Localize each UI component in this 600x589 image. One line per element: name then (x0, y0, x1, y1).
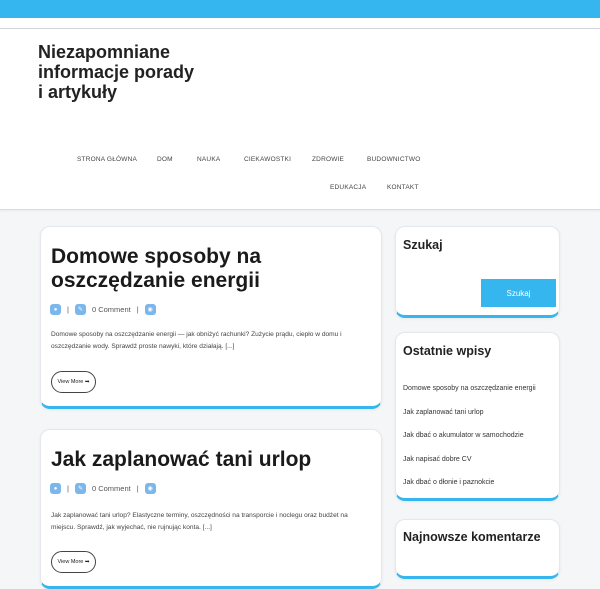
post-meta (50, 483, 156, 494)
meta-separator: | (67, 305, 69, 314)
nav-item-zdrowie[interactable]: ZDROWIE (312, 156, 345, 163)
comment-count[interactable]: 0 Comment (91, 305, 131, 314)
nav-item-dom[interactable]: DOM (157, 156, 173, 163)
site-title[interactable]: Niezapomniane informacje porady i artykuły (38, 42, 195, 102)
recent-posts-widget (395, 332, 560, 501)
comment-count[interactable]: 0 Comment (91, 484, 131, 493)
nav-item-nauka[interactable]: NAUKA (197, 156, 221, 163)
post-title[interactable]: Jak zaplanować tani urlop (51, 448, 312, 471)
recent-comments-title: Najnowsze komentarze (403, 530, 541, 544)
header-divider (0, 28, 600, 29)
nav-row-2 (0, 184, 600, 196)
post-card (40, 429, 382, 589)
post-title[interactable]: Domowe sposoby na oszczędzanie energii (51, 245, 262, 292)
date-icon: ◉ (145, 483, 156, 494)
recent-post-link[interactable]: Jak napisać dobre CV (403, 455, 472, 463)
date-icon: ◉ (145, 304, 156, 315)
nav-item-budownictwo[interactable]: BUDOWNICTWO (367, 156, 421, 163)
recent-comments-widget (395, 519, 560, 579)
comment-icon[interactable]: ✎ (75, 304, 86, 315)
comment-icon[interactable]: ✎ (75, 483, 86, 494)
search-input[interactable] (402, 279, 480, 307)
nav-row-1 (0, 156, 600, 168)
post-card (40, 226, 382, 409)
post-excerpt: Domowe sposoby na oszczędzanie energii — jak obniżyć rachunki? Zużycie prądu, ciepło w domu i oszczędzanie wody. Sprawdź proste nawyki, które działają. [...] (51, 331, 342, 350)
recent-post-link[interactable]: Jak dbać o akumulator w samochodzie (403, 432, 524, 439)
nav-item-strona-glowna[interactable]: STRONA GŁÓWNA (77, 156, 138, 163)
nav-item-kontakt[interactable]: KONTAKT (387, 184, 419, 191)
meta-separator: | (136, 484, 139, 493)
view-more-button[interactable]: View More ➡ (51, 371, 96, 393)
recent-post-link[interactable]: Jak zaplanować tani urlop (403, 408, 484, 416)
search-button[interactable]: Szukaj (481, 279, 556, 307)
view-more-button[interactable]: View More ➡ (51, 551, 96, 573)
top-accent-bar (0, 0, 600, 18)
search-widget (395, 226, 560, 318)
search-widget-title: Szukaj (403, 238, 443, 252)
author-icon[interactable]: ● (50, 304, 61, 315)
site-header (0, 18, 600, 210)
meta-separator: | (136, 305, 139, 314)
post-excerpt: Jak zaplanować tani urlop? Elastyczne terminy, oszczędności na transporcie i noclegu oraz budżet na miejscu. Sprawdź, jak wyjechać, nie rujnując konta. [...] (51, 512, 348, 531)
nav-item-edukacja[interactable]: EDUKACJA (330, 184, 367, 191)
recent-post-link[interactable]: Jak dbać o dłonie i paznokcie (403, 479, 495, 486)
recent-post-link[interactable]: Domowe sposoby na oszczędzanie energii (403, 385, 536, 392)
meta-separator: | (67, 484, 69, 493)
post-meta (50, 304, 156, 315)
recent-posts-list (403, 385, 536, 503)
nav-item-ciekawostki[interactable]: CIEKAWOSTKI (244, 156, 292, 163)
author-icon[interactable]: ● (50, 483, 61, 494)
recent-posts-title: Ostatnie wpisy (403, 344, 492, 358)
